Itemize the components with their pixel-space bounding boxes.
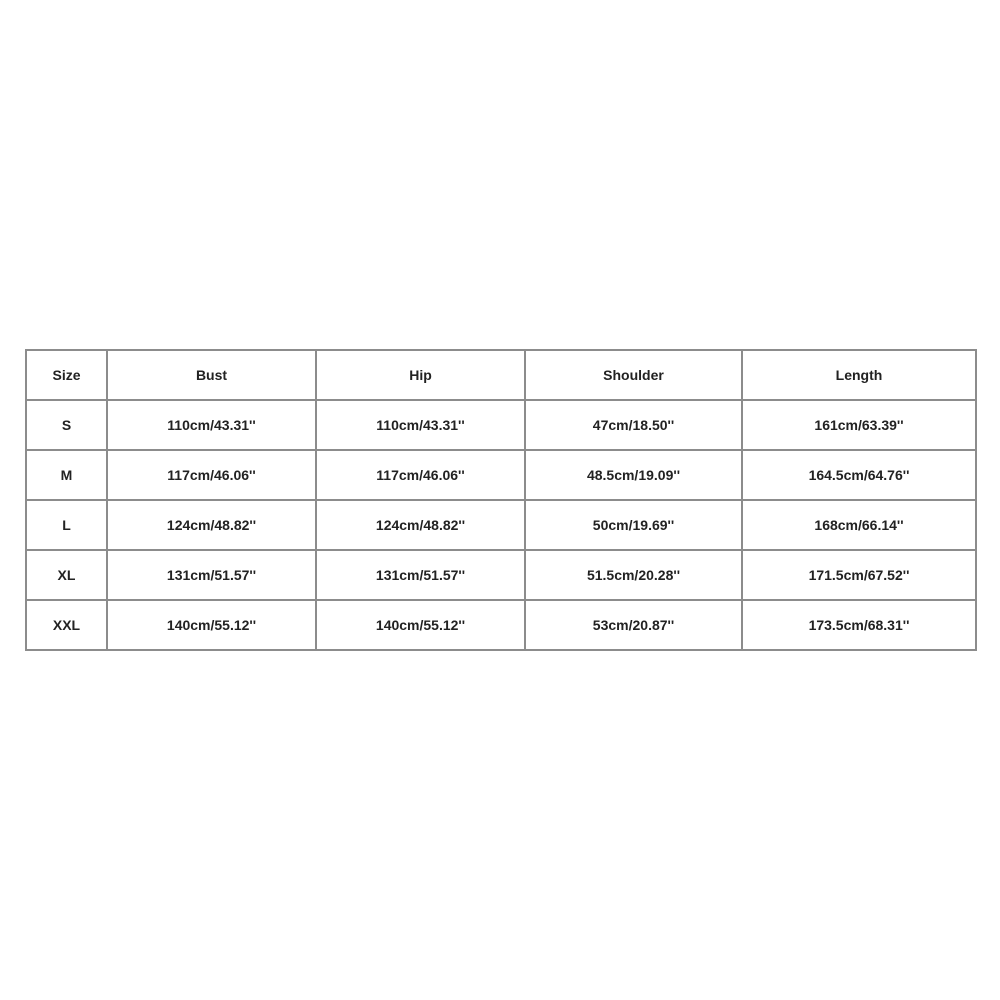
hip-cell: 131cm/51.57'' [316,550,525,600]
table-row [26,500,976,550]
table-row [26,600,976,650]
shoulder-cell: 53cm/20.87'' [525,600,742,650]
size-chart-table [25,349,977,651]
header-hip: Hip [316,350,525,400]
table-row [26,450,976,500]
header-length: Length [742,350,976,400]
size-cell: M [26,450,107,500]
header-bust: Bust [107,350,316,400]
bust-cell: 131cm/51.57'' [107,550,316,600]
size-cell: XL [26,550,107,600]
hip-cell: 110cm/43.31'' [316,400,525,450]
bust-cell: 124cm/48.82'' [107,500,316,550]
size-cell: L [26,500,107,550]
length-cell: 161cm/63.39'' [742,400,976,450]
bust-cell: 110cm/43.31'' [107,400,316,450]
shoulder-cell: 48.5cm/19.09'' [525,450,742,500]
bust-cell: 117cm/46.06'' [107,450,316,500]
bust-cell: 140cm/55.12'' [107,600,316,650]
shoulder-cell: 50cm/19.69'' [525,500,742,550]
hip-cell: 117cm/46.06'' [316,450,525,500]
header-size: Size [26,350,107,400]
size-cell: XXL [26,600,107,650]
header-row [26,350,976,400]
header-shoulder: Shoulder [525,350,742,400]
shoulder-cell: 51.5cm/20.28'' [525,550,742,600]
hip-cell: 124cm/48.82'' [316,500,525,550]
length-cell: 171.5cm/67.52'' [742,550,976,600]
length-cell: 164.5cm/64.76'' [742,450,976,500]
shoulder-cell: 47cm/18.50'' [525,400,742,450]
size-cell: S [26,400,107,450]
table-row [26,550,976,600]
length-cell: 168cm/66.14'' [742,500,976,550]
hip-cell: 140cm/55.12'' [316,600,525,650]
length-cell: 173.5cm/68.31'' [742,600,976,650]
table-row [26,400,976,450]
